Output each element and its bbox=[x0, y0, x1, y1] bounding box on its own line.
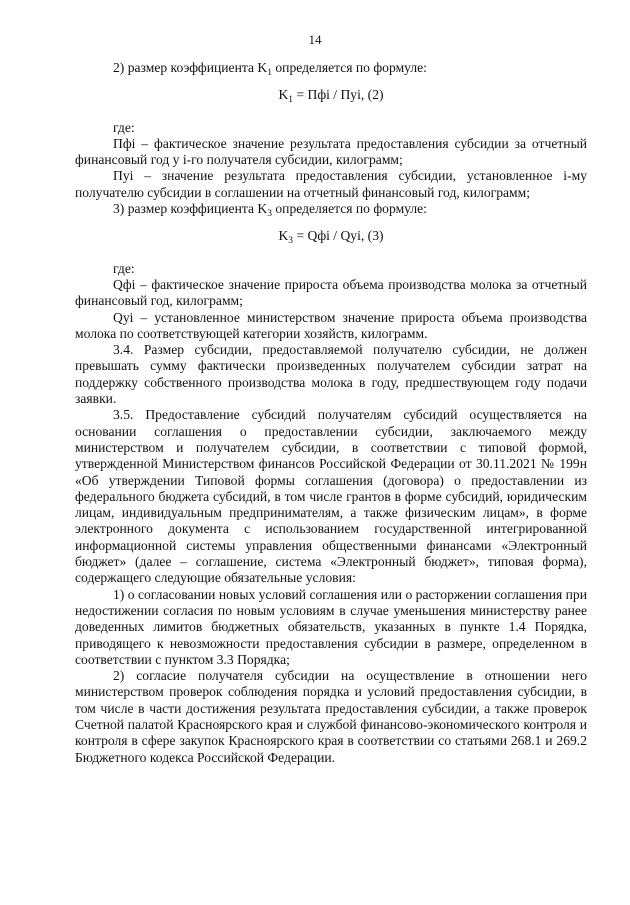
formula-k3-subscript: 3 bbox=[288, 236, 294, 247]
paragraph-3-4: 3.4. Размер субсидии, предоставляемой получателю субсидии, не должен превышать сумму фактически произведенных получателем субсидии затрат на поддержку собственного производства молока в году, предшествующем году подачи заявки. bbox=[75, 342, 587, 407]
k3-intro-text: 3) размер коэффициента K bbox=[113, 201, 268, 217]
page-number: 14 bbox=[308, 32, 322, 47]
formula-k1 bbox=[75, 87, 587, 106]
k3-intro bbox=[75, 201, 587, 220]
paragraph-3-5: 3.5. Предоставление субсидий получателям субсидий осуществляется на основании соглашения о предоставлении субсидии, заключаемого между министерством и получателем субсидии, в соответствии с типовой формой, утвержденной Министерством финансов Российской Федерации от 30.11.2021 № 199н «Об утверждении Типовой формы соглашения (договора) о предоставлении из федерального бюджета субсидий, в том числе грантов в форме субсидий, юридическим лицам, индивидуальным предпринимателям, а также физическим лицам», в форме электронного документа с использованием государственной интегрированной информационной системы управления общественными финансами «Электронный бюджет» (далее – соглашение, система «Электронный бюджет», типовая форма), содержащего следующие обязательные условия: bbox=[75, 407, 587, 586]
formula-k1-expression: = Пфі / Пуі, (2) bbox=[293, 87, 384, 103]
document-body bbox=[75, 60, 587, 766]
definition-qfi: Qфі – фактическое значение прироста объема производства молока за отчетный финансовый год, килограмм; bbox=[75, 276, 587, 309]
condition-1: 1) о согласовании новых условий соглашения или о расторжении соглашения при недостижении согласия по новым условиям в случае уменьшения министерству ранее доведенных лимитов бюджетных обязательств, указанных в пункте 1.4 Порядка, приводящего к невозможности предоставления субсидии в размере, определенном в соответствии с пунктом 3.3 Порядка; bbox=[75, 586, 587, 667]
k1-intro-subscript: 1 bbox=[267, 68, 272, 78]
definition-pui: Пуі – значение результата предоставления субсидии, установленное і-му получателю субсидии в соглашении на отчетный финансовый год, килограмм; bbox=[75, 168, 587, 200]
where-label-1: где: bbox=[113, 119, 135, 135]
condition-2: 2) согласие получателя субсидии на осуществление в отношении него министерством проверок соблюдения порядка и условий предоставления субсидии, в том числе в части достижения результата предоставления субсидии, а также проверок Счетной палатой Красноярского края и службой финансово-экономического контроля и контроля в сфере закупок Красноярского края в соответствии со статьями 268.1 и 269.2 Бюджетного кодекса Российской Федерации. bbox=[75, 668, 587, 765]
k3-intro-text-end: определяется по формуле: bbox=[271, 201, 427, 217]
formula-k3-symbol: K bbox=[278, 228, 289, 244]
k1-intro bbox=[75, 60, 587, 76]
definition-pfi: Пфі – фактическое значение результата предоставления субсидии за отчетный финансовый год у і-го получателя субсидии, килограмм; bbox=[75, 135, 587, 168]
formula-k1-subscript: 1 bbox=[288, 95, 294, 106]
formula-k1-symbol: K bbox=[278, 87, 289, 103]
formula-k3-expression: = Qфі / Qуі, (3) bbox=[293, 228, 384, 244]
k3-intro-subscript: 3 bbox=[267, 209, 272, 220]
k1-intro-text: 2) размер коэффициента K bbox=[113, 60, 268, 75]
where-label-2: где: bbox=[113, 260, 135, 276]
formula-k3 bbox=[75, 228, 587, 247]
k1-intro-text-end: определяется по формуле: bbox=[271, 60, 427, 75]
definition-qui: Qуі – установленное министерством значение прироста объема производства молока по соответствующей категории хозяйств, килограмм. bbox=[75, 309, 587, 341]
